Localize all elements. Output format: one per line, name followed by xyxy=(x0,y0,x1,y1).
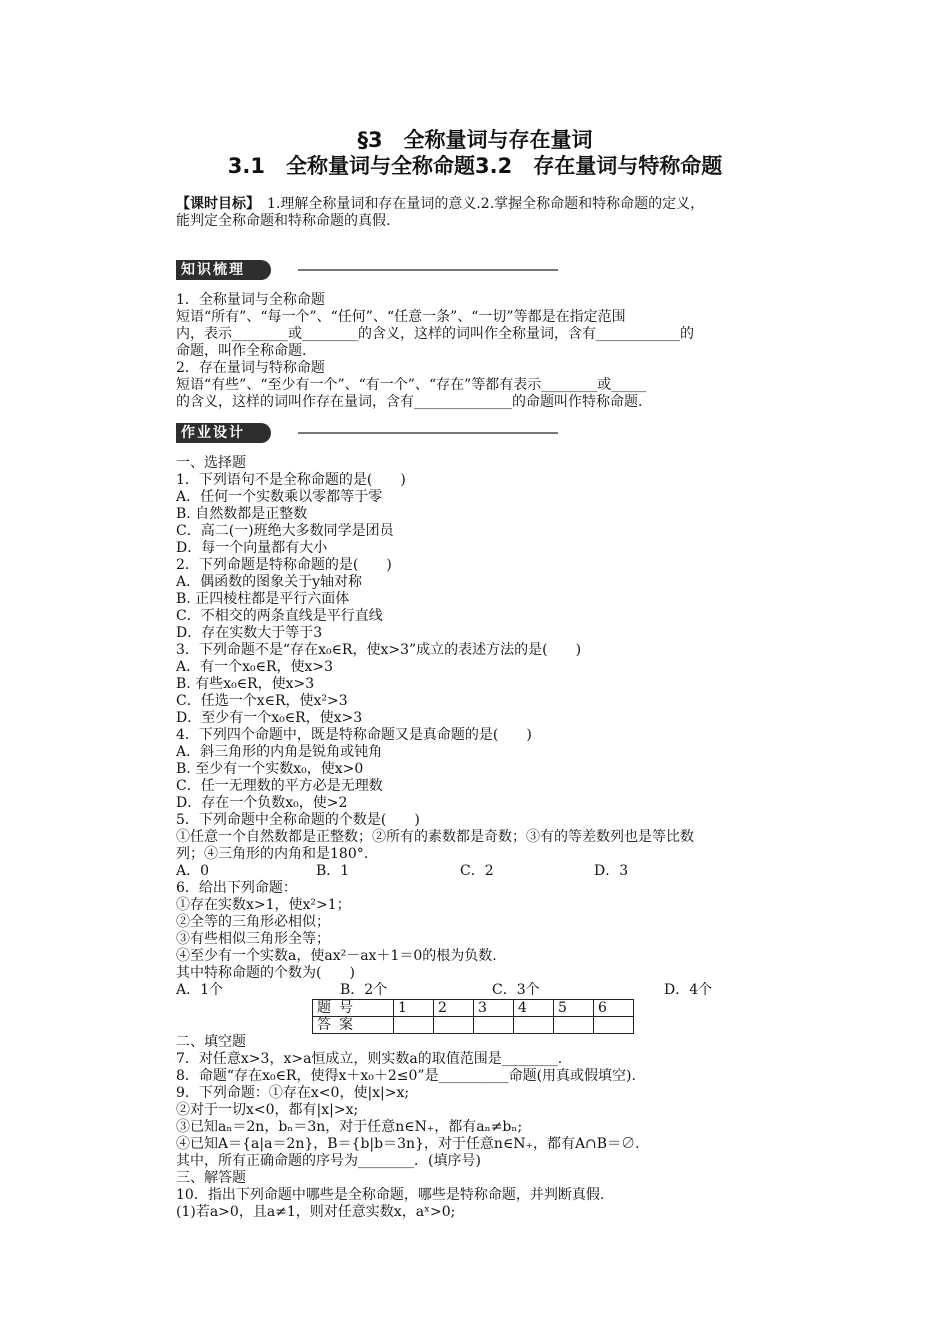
bullet-dot-icon xyxy=(276,265,286,275)
exercise-line: 1．下列语句不是全称命题的是( ) xyxy=(176,472,406,488)
exercise-line: A．偶函数的图象关于y轴对称 xyxy=(176,574,363,590)
homework-section-header xyxy=(176,423,808,443)
exercise-line: 9．下列命题：①存在x<0，使|x|>x; xyxy=(176,1085,410,1101)
option: B．1 xyxy=(316,863,350,879)
knowledge-block xyxy=(176,292,808,411)
exercise-line: ①任意一个自然数都是正整数；②所有的素数都是奇数；③有的等差数列也是等比数 xyxy=(176,829,694,845)
objective-text-2: 能判定全称命题和特称命题的真假. xyxy=(176,213,391,229)
exercise-line: 列；④三角形的内角和是180°. xyxy=(176,846,369,862)
exercise-line: ②对于一切x<0，都有|x|>x; xyxy=(176,1102,359,1118)
answer-table-header: 题号 xyxy=(313,1000,394,1017)
exercise-line: 5．下列命题中全称命题的个数是( ) xyxy=(176,812,420,828)
exercise-line: ③已知aₙ＝2n，bₙ＝3n，对于任意n∈N₊，都有aₙ≠bₙ; xyxy=(176,1119,523,1135)
option: D．3 xyxy=(594,863,629,879)
exercise-line: 4．下列四个命题中，既是特称命题又是真命题的是( ) xyxy=(176,727,532,743)
option: D．4个 xyxy=(664,982,713,998)
answer-cell[interactable] xyxy=(594,1017,634,1034)
knowledge-line: 短语“有些”、“至少有一个”、“有一个”、“存在”等都有表示________或_____ xyxy=(176,377,647,393)
exercise-line: 其中特称命题的个数为( ) xyxy=(176,965,355,981)
question-number: 1 xyxy=(394,1000,434,1017)
exercise-line: 2．下列命题是特称命题的是( ) xyxy=(176,557,392,573)
exercise-line: 一、选择题 xyxy=(176,455,246,471)
answer-cell[interactable] xyxy=(554,1017,594,1034)
exercise-line: C．高二(一)班绝大多数同学是团员 xyxy=(176,523,394,539)
exercise-line: D．存在实数大于等于3 xyxy=(176,625,323,641)
option: A．0 xyxy=(176,863,210,879)
question-number: 2 xyxy=(434,1000,474,1017)
objective-label: 【课时目标】 xyxy=(176,196,253,212)
knowledge-line: 命题，叫作全称命题. xyxy=(176,343,307,359)
exercise-line: B. 至少有一个实数x₀，使x>0 xyxy=(176,761,364,777)
question-number: 3 xyxy=(474,1000,514,1017)
q5-options xyxy=(176,863,808,880)
exercise-line: 二、填空题 xyxy=(176,1034,246,1050)
bullet-dot-icon xyxy=(276,428,286,438)
question-number: 6 xyxy=(594,1000,634,1017)
knowledge-line: 内，表示________或________的含义，这样的词叫作全称量词，含有____________的 xyxy=(176,326,694,342)
exercise-line: ④至少有一个实数a，使ax²－ax＋1＝0的根为负数. xyxy=(176,948,497,964)
exercise-line: C．任一无理数的平方必是无理数 xyxy=(176,778,383,794)
knowledge-section-header xyxy=(176,260,808,280)
exercise-line: D．存在一个负数x₀，使>2 xyxy=(176,795,348,811)
exercise-line: 其中，所有正确命题的序号为________．(填序号) xyxy=(176,1153,481,1169)
section-rule xyxy=(298,269,558,271)
knowledge-line: 1．全称量词与全称命题 xyxy=(176,292,325,308)
exercise-line: (1)若a>0，且a≠1，则对任意实数x，aˣ>0; xyxy=(176,1204,456,1220)
question-number: 5 xyxy=(554,1000,594,1017)
answer-cell[interactable] xyxy=(394,1017,434,1034)
section-title: 3.1 全称量词与全称命题3.2 存在量词与特称命题 xyxy=(227,154,723,178)
objective-block xyxy=(176,196,808,230)
option: C．3个 xyxy=(492,982,540,998)
exercise-line: B. 正四棱柱都是平行六面体 xyxy=(176,591,350,607)
section-rule xyxy=(298,432,558,434)
exercise-line: A．有一个x₀∈R，使x>3 xyxy=(176,659,334,675)
option: B．2个 xyxy=(340,982,388,998)
exercise-line: C．任选一个x∈R，使x²>3 xyxy=(176,693,348,709)
answer-table xyxy=(312,999,634,1034)
exercise-line: D．至少有一个x₀∈R，使x>3 xyxy=(176,710,363,726)
q6-options xyxy=(176,982,808,999)
answer-cell[interactable] xyxy=(514,1017,554,1034)
exercise-line: 10．指出下列命题中哪些是全称命题，哪些是特称命题，并判断真假. xyxy=(176,1187,605,1203)
exercise-line: ③有些相似三角形全等； xyxy=(176,931,330,947)
option: A．1个 xyxy=(176,982,224,998)
exercise-line: 8．命题“存在x₀∈R，使得x＋x₀＋2≤0”是__________命题(用真或假填空). xyxy=(176,1068,636,1084)
exercise-line: 7．对任意x>3，x>a恒成立，则实数a的取值范围是________. xyxy=(176,1051,563,1067)
answer-cell[interactable] xyxy=(474,1017,514,1034)
chapter-title: §3 全称量词与存在量词 xyxy=(357,128,593,152)
exercise-line: ①存在实数x>1，使x²>1； xyxy=(176,897,351,913)
section-label-homework: 作业设计 xyxy=(176,423,271,443)
exercise-line: C．不相交的两条直线是平行直线 xyxy=(176,608,383,624)
section-label-knowledge: 知识梳理 xyxy=(176,260,271,280)
exercise-line: B. 有些x₀∈R，使x>3 xyxy=(176,676,315,692)
objective-text-1: 1.理解全称量词和存在量词的意义.2.掌握全称命题和特称命题的定义， xyxy=(253,196,705,212)
answer-cell[interactable] xyxy=(434,1017,474,1034)
knowledge-line: 的含义，这样的词叫作存在量词，含有______________的命题叫作特称命题. xyxy=(176,394,643,410)
answer-table-header: 答案 xyxy=(313,1017,394,1034)
exercise-line: 三、解答题 xyxy=(176,1170,246,1186)
option: C．2 xyxy=(460,863,494,879)
exercise-line: 6．给出下列命题： xyxy=(176,880,297,896)
exercises-block xyxy=(176,455,808,1221)
exercise-line: B. 自然数都是正整数 xyxy=(176,506,308,522)
knowledge-line: 2．存在量词与特称命题 xyxy=(176,360,325,376)
exercise-line: ④已知A＝{a|a＝2n}，B＝{b|b＝3n}，对于任意n∈N₊，都有A∩B＝∅. xyxy=(176,1136,640,1152)
exercise-line: D．每一个向量都有大小 xyxy=(176,540,328,556)
exercise-line: 3．下列命题不是“存在x₀∈R，使x>3”成立的表述方法的是( ) xyxy=(176,642,582,658)
knowledge-line: 短语“所有”、“每一个”、“任何”、“任意一条”、“一切”等都是在指定范围 xyxy=(176,309,626,325)
exercise-line: A．任何一个实数乘以零都等于零 xyxy=(176,489,383,505)
exercise-line: A．斜三角形的内角是锐角或钝角 xyxy=(176,744,383,760)
exercise-line: ②全等的三角形必相似； xyxy=(176,914,330,930)
question-number: 4 xyxy=(514,1000,554,1017)
